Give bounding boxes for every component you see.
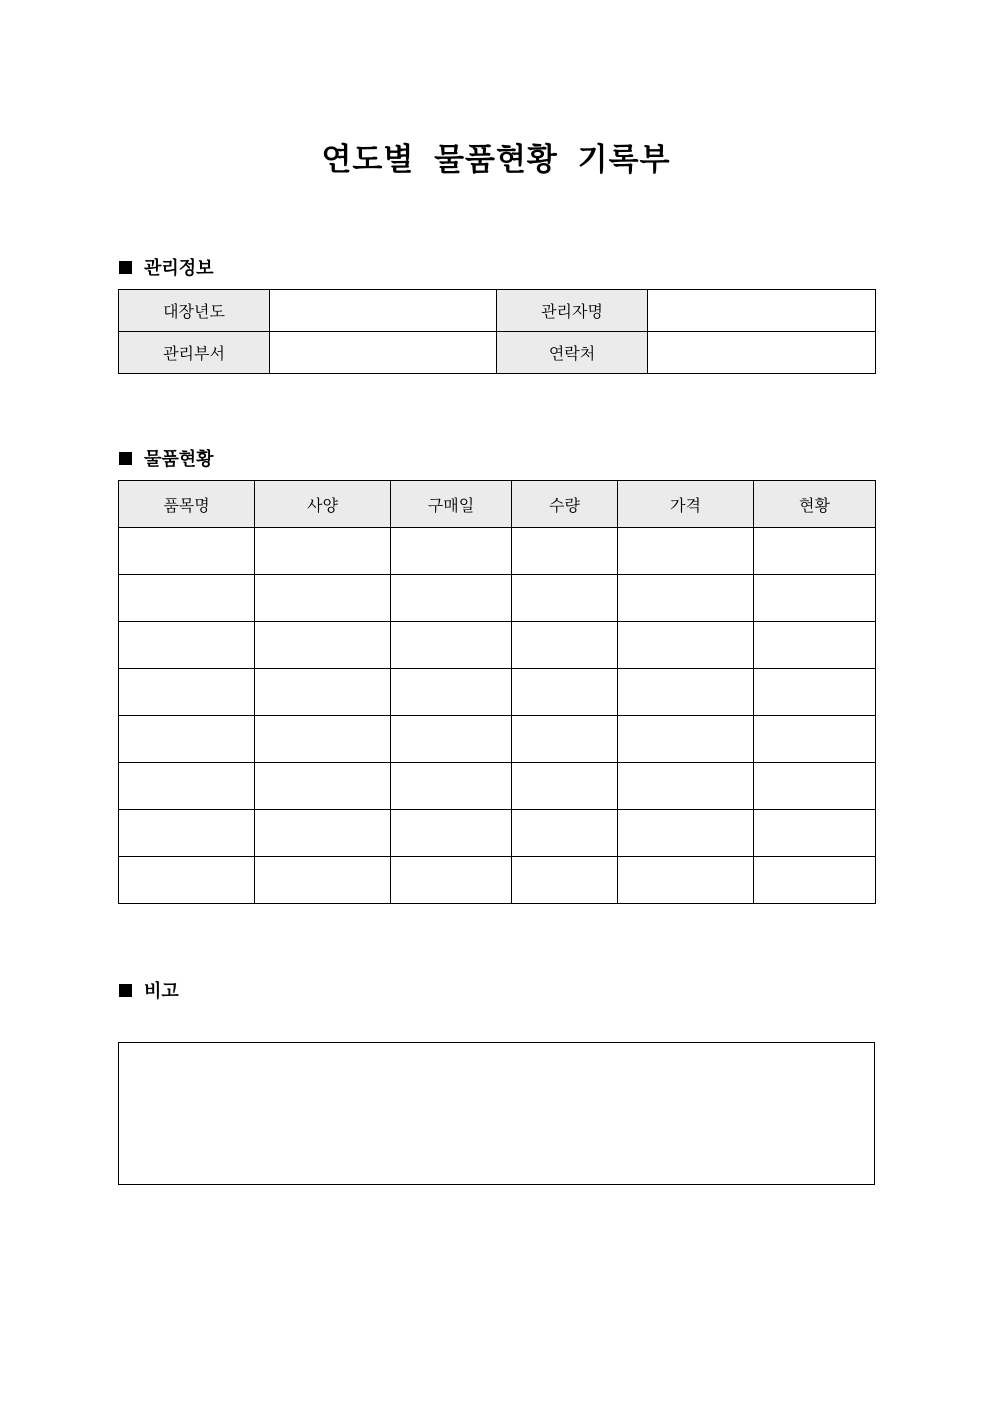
section-heading-management-info bbox=[119, 254, 214, 280]
quantity-cell[interactable] bbox=[512, 528, 618, 575]
status-cell[interactable] bbox=[754, 763, 876, 810]
table-row bbox=[119, 716, 876, 763]
section-heading-label: 관리정보 bbox=[144, 258, 214, 279]
item-name-cell[interactable] bbox=[119, 810, 255, 857]
table-row bbox=[119, 810, 876, 857]
department-label: 관리부서 bbox=[119, 332, 270, 374]
table-header-row bbox=[119, 481, 876, 528]
status-cell[interactable] bbox=[754, 575, 876, 622]
status-cell[interactable] bbox=[754, 857, 876, 904]
quantity-cell[interactable] bbox=[512, 810, 618, 857]
purchase-date-cell[interactable] bbox=[391, 528, 512, 575]
spec-cell[interactable] bbox=[255, 575, 391, 622]
table-row bbox=[119, 332, 876, 374]
purchase-date-cell[interactable] bbox=[391, 810, 512, 857]
quantity-cell[interactable] bbox=[512, 857, 618, 904]
price-cell[interactable] bbox=[618, 857, 754, 904]
price-cell[interactable] bbox=[618, 669, 754, 716]
spec-cell[interactable] bbox=[255, 810, 391, 857]
price-cell[interactable] bbox=[618, 716, 754, 763]
purchase-date-cell[interactable] bbox=[391, 716, 512, 763]
status-cell[interactable] bbox=[754, 669, 876, 716]
quantity-cell[interactable] bbox=[512, 622, 618, 669]
status-cell[interactable] bbox=[754, 622, 876, 669]
bullet-square-icon bbox=[119, 452, 132, 465]
spec-cell[interactable] bbox=[255, 528, 391, 575]
quantity-cell[interactable] bbox=[512, 669, 618, 716]
item-name-cell[interactable] bbox=[119, 669, 255, 716]
purchase-date-cell[interactable] bbox=[391, 857, 512, 904]
item-name-cell[interactable] bbox=[119, 575, 255, 622]
spec-cell[interactable] bbox=[255, 857, 391, 904]
spec-cell[interactable] bbox=[255, 669, 391, 716]
quantity-cell[interactable] bbox=[512, 763, 618, 810]
management-info-table bbox=[118, 289, 876, 374]
status-cell[interactable] bbox=[754, 528, 876, 575]
quantity-cell[interactable] bbox=[512, 716, 618, 763]
price-cell[interactable] bbox=[618, 528, 754, 575]
items-table bbox=[118, 480, 876, 904]
bullet-square-icon bbox=[119, 984, 132, 997]
item-name-cell[interactable] bbox=[119, 857, 255, 904]
column-header-item-name: 품목명 bbox=[119, 481, 255, 528]
item-name-cell[interactable] bbox=[119, 716, 255, 763]
table-row bbox=[119, 763, 876, 810]
section-heading-label: 물품현황 bbox=[144, 449, 214, 470]
year-field[interactable] bbox=[270, 290, 497, 332]
item-name-cell[interactable] bbox=[119, 528, 255, 575]
year-label: 대장년도 bbox=[119, 290, 270, 332]
manager-name-field[interactable] bbox=[648, 290, 876, 332]
table-row bbox=[119, 669, 876, 716]
item-name-cell[interactable] bbox=[119, 763, 255, 810]
item-name-cell[interactable] bbox=[119, 622, 255, 669]
price-cell[interactable] bbox=[618, 810, 754, 857]
spec-cell[interactable] bbox=[255, 763, 391, 810]
spec-cell[interactable] bbox=[255, 622, 391, 669]
column-header-spec: 사양 bbox=[255, 481, 391, 528]
quantity-cell[interactable] bbox=[512, 575, 618, 622]
status-cell[interactable] bbox=[754, 810, 876, 857]
purchase-date-cell[interactable] bbox=[391, 575, 512, 622]
table-row bbox=[119, 622, 876, 669]
price-cell[interactable] bbox=[618, 763, 754, 810]
column-header-quantity: 수량 bbox=[512, 481, 618, 528]
page-title: 연도별 물품현황 기록부 bbox=[321, 142, 671, 178]
bullet-square-icon bbox=[119, 261, 132, 274]
column-header-status: 현황 bbox=[754, 481, 876, 528]
price-cell[interactable] bbox=[618, 622, 754, 669]
column-header-purchase-date: 구매일 bbox=[391, 481, 512, 528]
department-field[interactable] bbox=[270, 332, 497, 374]
section-heading-remarks bbox=[119, 977, 179, 1003]
contact-label: 연락처 bbox=[497, 332, 648, 374]
table-row bbox=[119, 528, 876, 575]
price-cell[interactable] bbox=[618, 575, 754, 622]
remarks-box[interactable] bbox=[118, 1042, 875, 1185]
manager-name-label: 관리자명 bbox=[497, 290, 648, 332]
table-row bbox=[119, 290, 876, 332]
table-row bbox=[119, 857, 876, 904]
status-cell[interactable] bbox=[754, 716, 876, 763]
purchase-date-cell[interactable] bbox=[391, 669, 512, 716]
purchase-date-cell[interactable] bbox=[391, 763, 512, 810]
section-heading-items bbox=[119, 445, 214, 471]
purchase-date-cell[interactable] bbox=[391, 622, 512, 669]
section-heading-label: 비고 bbox=[144, 981, 179, 1002]
table-row bbox=[119, 575, 876, 622]
spec-cell[interactable] bbox=[255, 716, 391, 763]
column-header-price: 가격 bbox=[618, 481, 754, 528]
contact-field[interactable] bbox=[648, 332, 876, 374]
